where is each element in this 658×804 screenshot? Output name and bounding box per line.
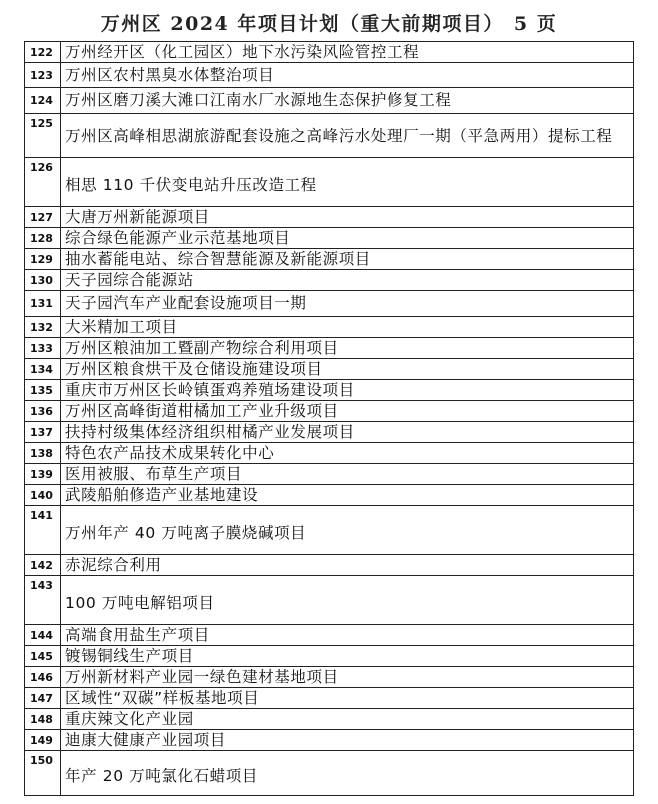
table-row bbox=[25, 42, 634, 63]
project-name: 万州区粮食烘干及仓储设施建设项目 bbox=[61, 359, 634, 380]
row-number: 138 bbox=[25, 443, 61, 464]
table-row bbox=[25, 380, 634, 401]
row-number: 142 bbox=[25, 555, 61, 576]
project-name: 特色农产品技术成果转化中心 bbox=[61, 443, 634, 464]
row-number: 145 bbox=[25, 646, 61, 667]
row-number: 136 bbox=[25, 401, 61, 422]
table-row bbox=[25, 249, 634, 270]
project-name: 武陵船舶修造产业基地建设 bbox=[61, 485, 634, 506]
project-name: 100 万吨电解铝项目 bbox=[61, 576, 634, 625]
table-row bbox=[25, 443, 634, 464]
table-row bbox=[25, 270, 634, 291]
row-number: 141 bbox=[25, 506, 61, 555]
row-number: 128 bbox=[25, 228, 61, 249]
row-number: 143 bbox=[25, 576, 61, 625]
table-row bbox=[25, 207, 634, 228]
row-number: 124 bbox=[25, 88, 61, 114]
row-number: 122 bbox=[25, 42, 61, 63]
row-number: 129 bbox=[25, 249, 61, 270]
row-number: 148 bbox=[25, 709, 61, 730]
table-row bbox=[25, 506, 634, 555]
project-name: 万州区高峰街道柑橘加工产业升级项目 bbox=[61, 401, 634, 422]
table-row bbox=[25, 228, 634, 249]
table-row bbox=[25, 464, 634, 485]
project-name: 镀锡铜线生产项目 bbox=[61, 646, 634, 667]
project-name: 万州区磨刀溪大滩口江南水厂水源地生态保护修复工程 bbox=[61, 88, 634, 114]
row-number: 144 bbox=[25, 625, 61, 646]
table-row bbox=[25, 576, 634, 625]
document-title bbox=[0, 9, 658, 36]
row-number: 134 bbox=[25, 359, 61, 380]
project-name: 年产 20 万吨氯化石蜡项目 bbox=[61, 751, 634, 796]
row-number: 139 bbox=[25, 464, 61, 485]
table-row bbox=[25, 114, 634, 158]
project-name: 万州经开区（化工园区）地下水污染风险管控工程 bbox=[61, 42, 634, 63]
page-label: 5 页 bbox=[513, 13, 558, 35]
table-row bbox=[25, 359, 634, 380]
project-table bbox=[24, 41, 634, 796]
table-row bbox=[25, 730, 634, 751]
row-number: 133 bbox=[25, 338, 61, 359]
project-name: 医用被服、布草生产项目 bbox=[61, 464, 634, 485]
row-number: 123 bbox=[25, 63, 61, 88]
table-row bbox=[25, 63, 634, 88]
project-name: 万州区高峰相思湖旅游配套设施之高峰污水处理厂一期（平急两用）提标工程 bbox=[61, 114, 634, 158]
table-row bbox=[25, 709, 634, 730]
row-number: 135 bbox=[25, 380, 61, 401]
table-row bbox=[25, 555, 634, 576]
row-number: 125 bbox=[25, 114, 61, 158]
project-name: 赤泥综合利用 bbox=[61, 555, 634, 576]
row-number: 150 bbox=[25, 751, 61, 796]
project-name: 迪康大健康产业园项目 bbox=[61, 730, 634, 751]
table-row bbox=[25, 401, 634, 422]
project-name: 扶持村级集体经济组织柑橘产业发展项目 bbox=[61, 422, 634, 443]
table-row bbox=[25, 338, 634, 359]
row-number: 131 bbox=[25, 291, 61, 317]
table-row bbox=[25, 751, 634, 796]
row-number: 147 bbox=[25, 688, 61, 709]
project-name: 区域性“双碳”样板基地项目 bbox=[61, 688, 634, 709]
row-number: 130 bbox=[25, 270, 61, 291]
project-name: 天子园汽车产业配套设施项目一期 bbox=[61, 291, 634, 317]
project-name: 万州区粮油加工暨副产物综合利用项目 bbox=[61, 338, 634, 359]
project-name: 相思 110 千伏变电站升压改造工程 bbox=[61, 158, 634, 207]
row-number: 127 bbox=[25, 207, 61, 228]
table-row bbox=[25, 422, 634, 443]
table-row bbox=[25, 88, 634, 114]
project-name: 万州年产 40 万吨离子膜烧碱项目 bbox=[61, 506, 634, 555]
table-row bbox=[25, 485, 634, 506]
table-row bbox=[25, 158, 634, 207]
project-name: 高端食用盐生产项目 bbox=[61, 625, 634, 646]
row-number: 137 bbox=[25, 422, 61, 443]
project-name: 万州新材料产业园一绿色建材基地项目 bbox=[61, 667, 634, 688]
table-row bbox=[25, 291, 634, 317]
project-name: 万州区农村黑臭水体整治项目 bbox=[61, 63, 634, 88]
table-row bbox=[25, 688, 634, 709]
row-number: 146 bbox=[25, 667, 61, 688]
table-row bbox=[25, 317, 634, 338]
row-number: 140 bbox=[25, 485, 61, 506]
project-name: 大唐万州新能源项目 bbox=[61, 207, 634, 228]
project-name: 重庆市万州区长岭镇蛋鸡养殖场建设项目 bbox=[61, 380, 634, 401]
table-row bbox=[25, 625, 634, 646]
row-number: 126 bbox=[25, 158, 61, 207]
project-name: 抽水蓄能电站、综合智慧能源及新能源项目 bbox=[61, 249, 634, 270]
row-number: 149 bbox=[25, 730, 61, 751]
project-name: 重庆辣文化产业园 bbox=[61, 709, 634, 730]
project-name: 大米精加工项目 bbox=[61, 317, 634, 338]
title-text: 万州区 2024 年项目计划（重大前期项目） bbox=[100, 13, 504, 35]
project-name: 综合绿色能源产业示范基地项目 bbox=[61, 228, 634, 249]
table-row bbox=[25, 646, 634, 667]
row-number: 132 bbox=[25, 317, 61, 338]
project-name: 天子园综合能源站 bbox=[61, 270, 634, 291]
table-row bbox=[25, 667, 634, 688]
